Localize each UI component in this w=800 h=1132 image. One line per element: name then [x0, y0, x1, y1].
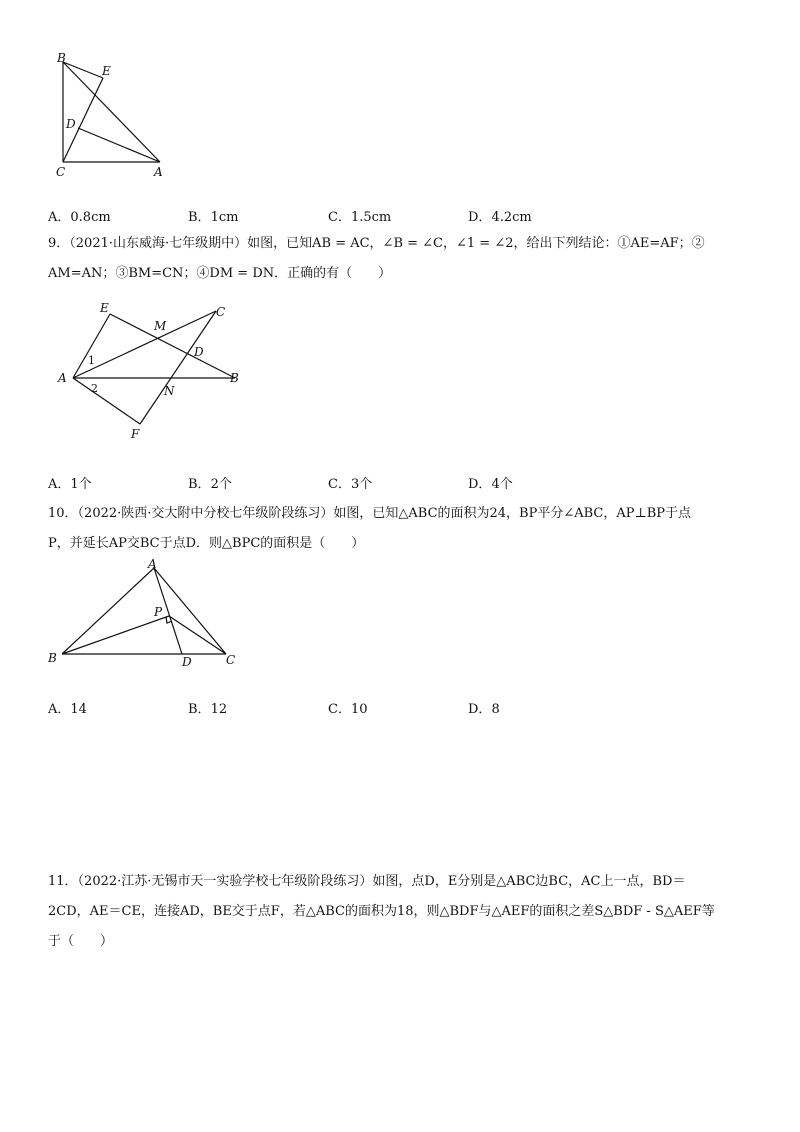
- q9-option-c: [328, 473, 372, 492]
- q9-option-c-letter: C．: [328, 477, 351, 492]
- q9-label-e: E: [100, 301, 109, 315]
- q9-label-angle-1: 1: [88, 354, 95, 367]
- q10-segment-pc: [169, 616, 226, 654]
- q9-label-b: B: [230, 371, 239, 385]
- q8-option-d-text: 4.2cm: [491, 210, 532, 225]
- q9-figure: [48, 298, 258, 448]
- q9-option-b-text: 2个: [210, 477, 232, 492]
- q10-stem-line1: 10．（2022·陕西·交大附中分校七年级阶段练习）如图，已知△ABC的面积为24，BP平分∠ABC，AP⊥BP于点: [48, 506, 692, 521]
- q10-option-a-text: 14: [70, 702, 87, 717]
- q8-option-c-text: 1.5cm: [350, 210, 392, 225]
- q8-option-a: [48, 206, 111, 225]
- q10-segment-bp: [62, 616, 169, 654]
- q8-option-b-text: 1cm: [210, 210, 239, 225]
- q8-option-b-letter: B．: [188, 210, 211, 225]
- q9-label-m: M: [154, 319, 167, 333]
- q8-option-a-text: 0.8cm: [70, 210, 111, 225]
- q9-option-a-letter: A．: [48, 477, 71, 492]
- q9-label-a: A: [58, 371, 67, 385]
- q10-figure: [48, 556, 248, 671]
- q8-label-d: D: [66, 117, 76, 131]
- q9-option-d-text: 4个: [491, 477, 513, 492]
- q8-label-e: E: [102, 64, 111, 78]
- q10-label-d: D: [182, 655, 192, 669]
- q9-label-d: D: [194, 345, 204, 359]
- q10-stem-line2: P，并延长AP交BC于点D．则△BPC的面积是（ ）: [48, 536, 365, 551]
- q10-option-d-text: 8: [491, 702, 500, 717]
- q8-segment-be: [63, 62, 103, 78]
- q8-option-a-letter: A．: [48, 210, 71, 225]
- q8-figure: [48, 50, 178, 185]
- q10-label-c: C: [226, 653, 236, 667]
- q9-stem-line1: 9．（2021·山东威海·七年级期中）如图，已知AB = AC，∠B = ∠C，∠1 = ∠2，给出下列结论：①AE=AF；②: [48, 236, 705, 251]
- q9-label-angle-2: 2: [91, 382, 98, 395]
- q11-stem-line2: 2CD，AE＝CE，连接AD，BE交于点F，若△ABC的面积为18，则△BDF与△AEF的面积之差S△BDF - S△AEF等: [48, 904, 715, 919]
- q9-segment-ae: [73, 314, 110, 378]
- q10-option-d-letter: D．: [468, 702, 492, 717]
- q9-option-d: [468, 473, 513, 492]
- q8-label-a: A: [154, 165, 163, 179]
- q10-option-d: [468, 698, 500, 717]
- q10-option-a: [48, 698, 87, 717]
- q8-segment-ba: [63, 62, 160, 162]
- q10-segment-ac: [154, 568, 226, 654]
- q10-option-b: [188, 698, 227, 717]
- q8-segment-da: [78, 128, 160, 162]
- q8-option-c: [328, 206, 391, 225]
- q10-option-c: [328, 698, 368, 717]
- q11-stem-line3: 于（ ）: [48, 934, 114, 949]
- q10-label-b: B: [48, 651, 57, 665]
- q9-segment-fc: [140, 311, 216, 424]
- q9-label-f: F: [131, 427, 140, 441]
- q10-label-p: P: [154, 605, 163, 619]
- q9-option-a: [48, 473, 92, 492]
- q9-stem-line2: AM=AN；③BM=CN；④DM = DN．正确的有（ ）: [48, 266, 392, 281]
- q9-label-n: N: [164, 384, 175, 398]
- q10-segment-ab: [62, 568, 154, 654]
- q8-option-b: [188, 206, 238, 225]
- q9-segment-af: [73, 378, 140, 424]
- q9-option-b: [188, 473, 232, 492]
- q10-option-c-text: 10: [350, 702, 368, 717]
- q9-option-c-text: 3个: [350, 477, 373, 492]
- q8-label-c: C: [56, 165, 66, 179]
- q10-option-b-letter: B．: [188, 702, 211, 717]
- q10-option-a-letter: A．: [48, 702, 71, 717]
- q8-option-d: [468, 206, 532, 225]
- q10-option-b-text: 12: [210, 702, 228, 717]
- q8-option-d-letter: D．: [468, 210, 492, 225]
- q9-label-c: C: [216, 305, 226, 319]
- q9-option-d-letter: D．: [468, 477, 492, 492]
- q9-option-b-letter: B．: [188, 477, 211, 492]
- q11-stem-line1: 11．（2022·江苏·无锡市天一实验学校七年级阶段练习）如图，点D，E分别是△ABC边BC，AC上一点，BD＝: [48, 874, 686, 889]
- q10-label-a: A: [148, 557, 157, 571]
- q9-segment-eb: [110, 314, 235, 378]
- q8-label-b: B: [57, 51, 66, 65]
- q10-option-c-letter: C．: [328, 702, 351, 717]
- q8-option-c-letter: C．: [328, 210, 351, 225]
- q9-option-a-text: 1个: [70, 477, 92, 492]
